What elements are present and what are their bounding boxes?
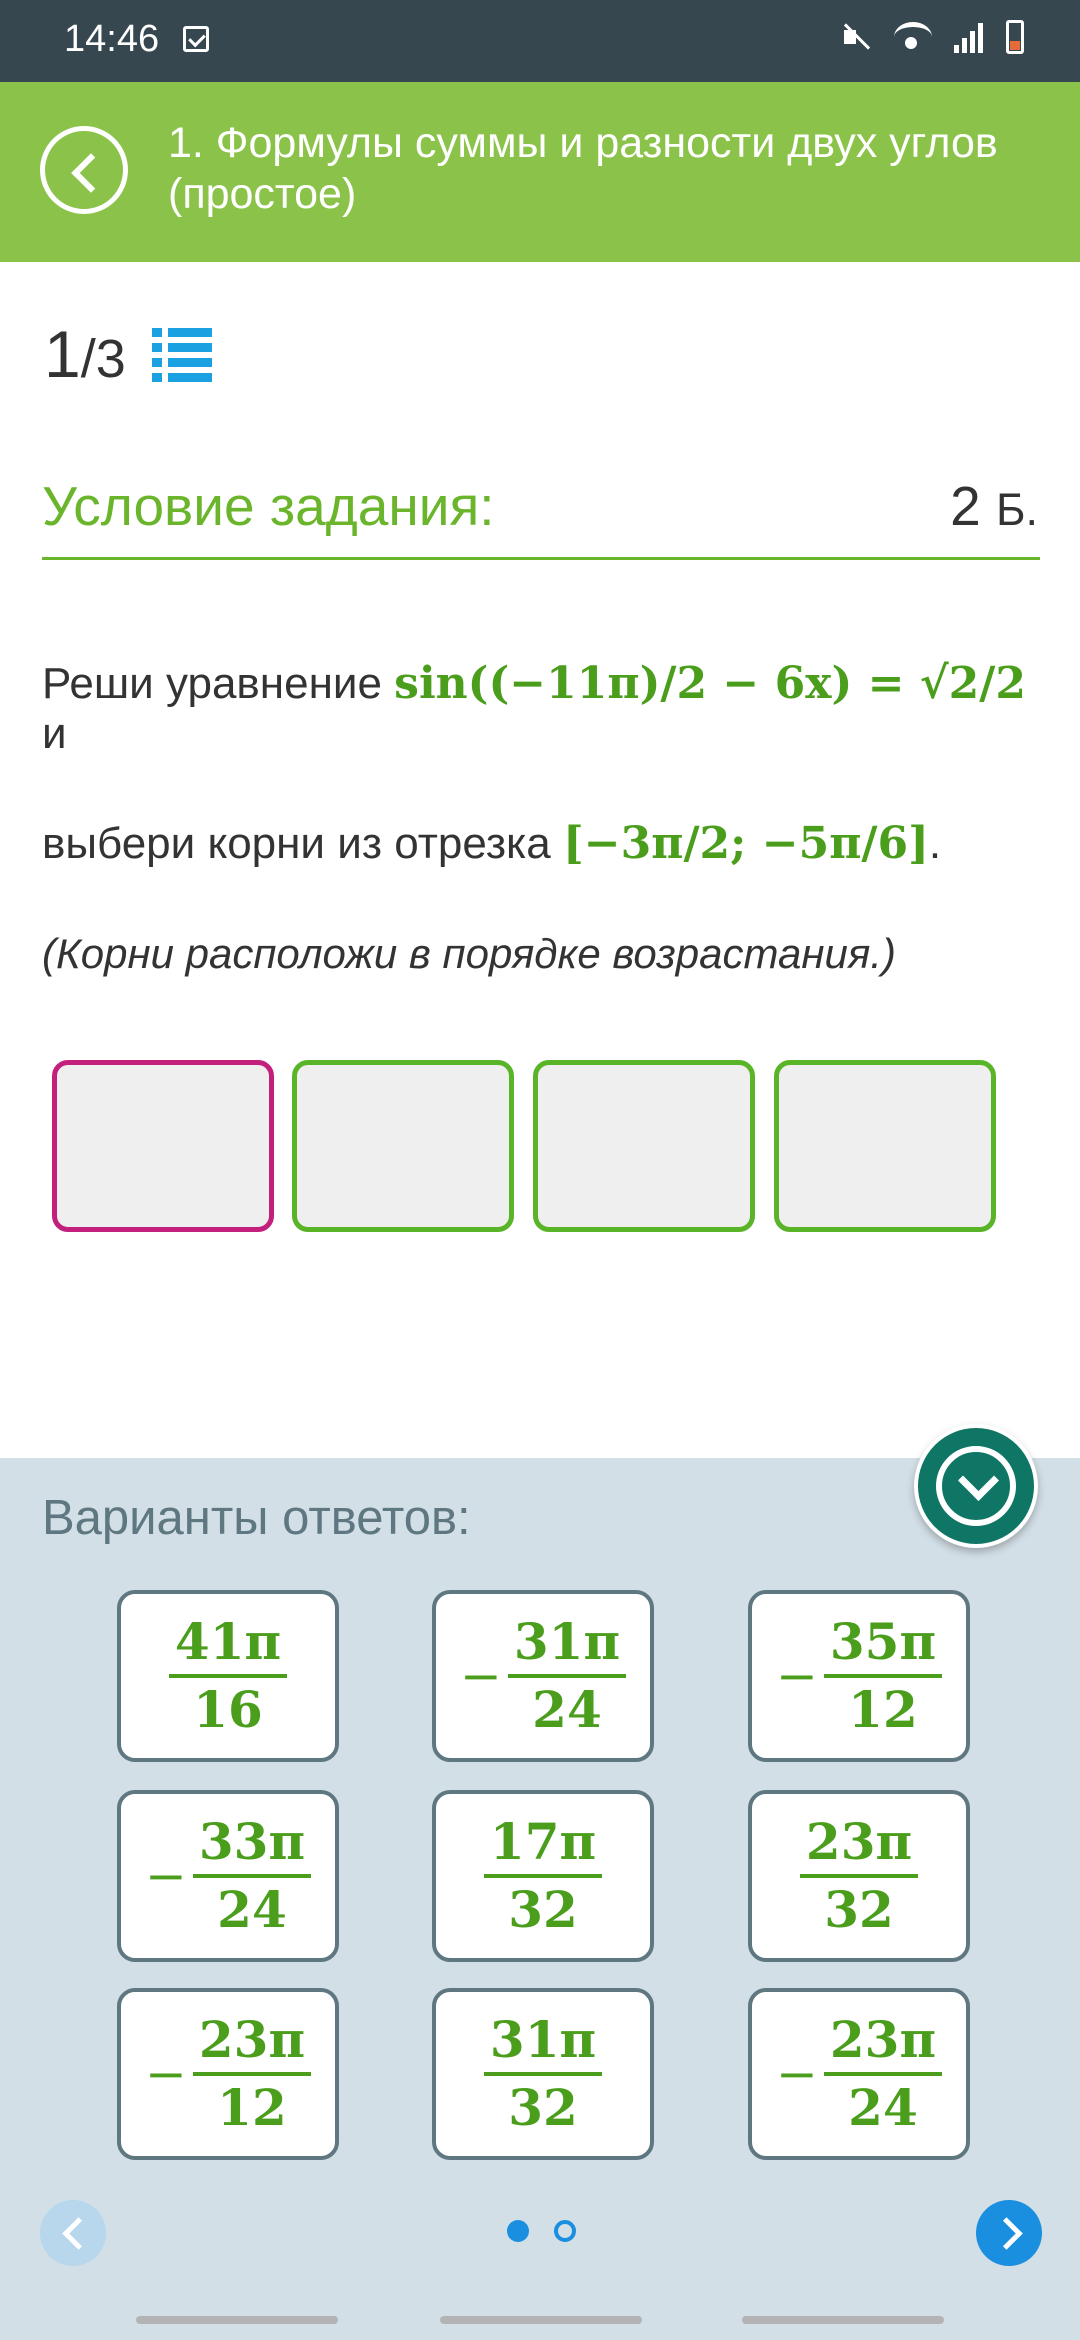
page-dot-active xyxy=(507,2220,529,2242)
nav-bar-home[interactable] xyxy=(440,2316,642,2324)
status-time: 14:46 xyxy=(64,18,160,60)
answer-option-5[interactable] xyxy=(432,1790,654,1962)
points-unit: Б. xyxy=(995,484,1038,535)
nav-bar-back[interactable] xyxy=(742,2316,944,2324)
nav-bar-recent[interactable] xyxy=(136,2316,338,2324)
problem-line-2 xyxy=(42,818,1042,869)
back-button[interactable] xyxy=(40,126,128,214)
denominator: 24 xyxy=(532,1680,602,1739)
minus-sign: − xyxy=(459,1647,502,1705)
denominator: 32 xyxy=(824,1880,894,1939)
problem-equation: sin((−11π)/2 − 6x) = √2/2 xyxy=(394,658,1026,709)
fraction-body xyxy=(169,1614,287,1738)
problem-line-1 xyxy=(42,658,1042,759)
denominator: 16 xyxy=(193,1680,263,1739)
fraction-body xyxy=(824,2012,942,2136)
denominator: 12 xyxy=(848,1680,918,1739)
wifi-icon xyxy=(894,22,932,52)
answers-title: Варианты ответов: xyxy=(42,1491,471,1545)
fraction-body xyxy=(484,1814,602,1938)
minus-sign: − xyxy=(144,2045,187,2103)
fraction-body xyxy=(193,2012,311,2136)
points-value: 2 xyxy=(950,475,981,537)
status-icons xyxy=(840,20,1024,54)
fraction-body xyxy=(484,2012,602,2136)
problem-text-1: Реши уравнение xyxy=(42,659,382,708)
task-list-icon[interactable] xyxy=(152,328,212,382)
fraction-body xyxy=(508,1614,626,1738)
answer-option-7[interactable] xyxy=(117,1988,339,2160)
task-label: Условие задания: xyxy=(42,475,495,537)
fraction-body xyxy=(824,1614,942,1738)
answer-option-4[interactable] xyxy=(117,1790,339,1962)
divider xyxy=(42,557,1040,560)
answer-option-2[interactable] xyxy=(432,1590,654,1762)
numerator: 31π xyxy=(484,2012,602,2076)
confirm-button[interactable] xyxy=(914,1424,1038,1548)
numerator: 31π xyxy=(508,1614,626,1678)
problem-text-1-tail: и xyxy=(42,709,67,758)
minus-sign: − xyxy=(775,1647,818,1705)
denominator: 24 xyxy=(217,1880,287,1939)
numerator: 23π xyxy=(800,1814,918,1878)
task-hint: (Корни расположи в порядке возрастания.) xyxy=(42,930,896,977)
mute-icon xyxy=(840,21,872,53)
next-button[interactable] xyxy=(976,2200,1042,2266)
app-header xyxy=(0,82,1080,262)
problem-interval: [−3π/2; −5π/6] xyxy=(562,818,929,869)
chevron-down-icon xyxy=(936,1446,1016,1526)
fraction xyxy=(484,1814,602,1938)
prev-button[interactable] xyxy=(40,2200,106,2266)
task-points xyxy=(950,474,1038,538)
fraction xyxy=(145,2012,311,2136)
numerator: 33π xyxy=(193,1814,311,1878)
denominator: 24 xyxy=(848,2078,918,2137)
page-title: 1. Формулы суммы и разности двух углов (простое) xyxy=(168,119,998,218)
numerator: 41π xyxy=(169,1614,287,1678)
fraction-body xyxy=(800,1814,918,1938)
fraction xyxy=(800,1814,918,1938)
fraction-body xyxy=(193,1814,311,1938)
answer-option-1[interactable] xyxy=(117,1590,339,1762)
notification-check-icon xyxy=(183,26,209,52)
answer-slot-3[interactable] xyxy=(533,1060,755,1232)
battery-icon xyxy=(1006,20,1024,54)
denominator: 12 xyxy=(217,2078,287,2137)
fraction xyxy=(169,1614,287,1738)
status-bar xyxy=(0,0,1080,82)
problem-text-2-tail: . xyxy=(928,819,942,868)
answer-option-9[interactable] xyxy=(748,1988,970,2160)
answer-slot-1[interactable] xyxy=(52,1060,274,1232)
numerator: 17π xyxy=(484,1814,602,1878)
signal-icon xyxy=(954,21,984,53)
counter-current: 1 xyxy=(44,317,81,391)
counter-total: /3 xyxy=(80,329,126,389)
answer-slot-2[interactable] xyxy=(292,1060,514,1232)
minus-sign: − xyxy=(144,1847,187,1905)
problem-text-2: выбери корни из отрезка xyxy=(42,819,551,868)
fraction xyxy=(776,2012,942,2136)
numerator: 23π xyxy=(193,2012,311,2076)
fraction xyxy=(145,1814,311,1938)
numerator: 35π xyxy=(824,1614,942,1678)
question-counter xyxy=(44,316,126,392)
fraction xyxy=(484,2012,602,2136)
answer-option-8[interactable] xyxy=(432,1988,654,2160)
page-dot xyxy=(554,2220,576,2242)
answer-option-3[interactable] xyxy=(748,1590,970,1762)
answer-option-6[interactable] xyxy=(748,1790,970,1962)
minus-sign: − xyxy=(775,2045,818,2103)
denominator: 32 xyxy=(508,2078,578,2137)
denominator: 32 xyxy=(508,1880,578,1939)
numerator: 23π xyxy=(824,2012,942,2076)
answer-slot-4[interactable] xyxy=(774,1060,996,1232)
fraction xyxy=(460,1614,626,1738)
fraction xyxy=(776,1614,942,1738)
